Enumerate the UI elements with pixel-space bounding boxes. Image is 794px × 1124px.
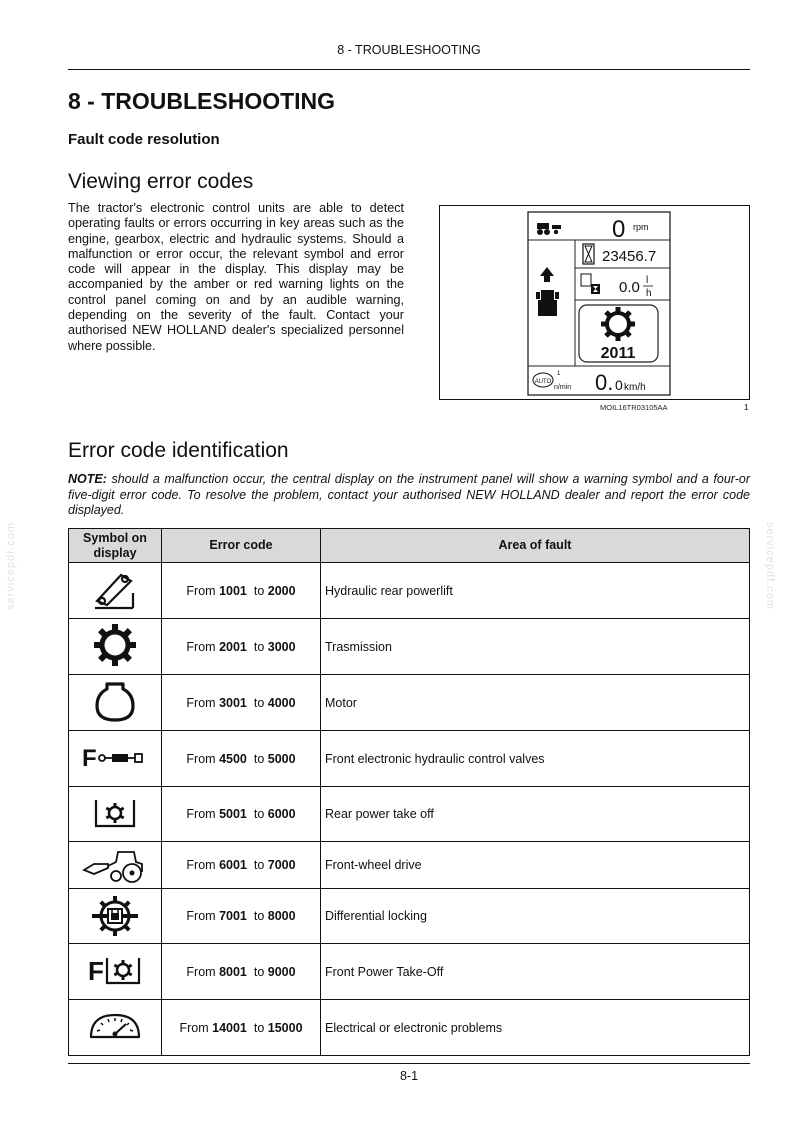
front-wheel-drive-icon: [80, 844, 150, 884]
figure-reference: MOIL16TR03105AA: [600, 403, 668, 412]
auto-superscript: 1: [557, 371, 561, 377]
engine-icon: [93, 678, 137, 724]
figure-number: 1: [744, 402, 749, 412]
front-hydraulic-valve-icon: [80, 742, 150, 772]
speed-value-decimal: 0: [615, 377, 623, 393]
area-cell: Trasmission: [321, 619, 750, 675]
instrument-display-figure: [439, 205, 750, 400]
error-identification-heading: Error code identification: [68, 439, 289, 462]
viewing-heading: Viewing error codes: [68, 170, 254, 193]
symbol-cell: [69, 563, 162, 619]
error-code-cell: From 5001 to 6000: [162, 787, 321, 842]
table-header-row: [69, 529, 750, 563]
display-error-code: 2011: [600, 345, 636, 362]
error-code-table: [68, 528, 750, 1056]
watermark-right: servicepdf.com: [763, 522, 776, 610]
error-code-cell: From 1001 to 2000: [162, 563, 321, 619]
table-row: [69, 944, 750, 1000]
area-cell: Electrical or electronic problems: [321, 1000, 750, 1056]
instrument-display: [440, 206, 749, 399]
fuel-consumption-icon: [581, 274, 600, 294]
gear-icon: [601, 307, 635, 341]
header-rule: [68, 69, 750, 70]
tractor-topview-icon: [536, 290, 559, 316]
page-number: 8-1: [399, 1069, 419, 1083]
header-symbol: Symbol on display: [69, 529, 162, 563]
area-cell: Front electronic hydraulic control valves: [321, 731, 750, 787]
auto-mode-icon: [533, 373, 553, 387]
operator-seat-icon: [540, 267, 554, 282]
symbol-cell: [69, 842, 162, 889]
auto-unit: n/min: [554, 384, 572, 391]
table-row: [69, 787, 750, 842]
error-code-cell: From 3001 to 4000: [162, 675, 321, 731]
area-cell: Motor: [321, 675, 750, 731]
area-cell: Hydraulic rear powerlift: [321, 563, 750, 619]
error-code-cell: From 6001 to 7000: [162, 842, 321, 889]
error-code-cell: From 7001 to 8000: [162, 889, 321, 944]
hours-value: 23456.7: [602, 248, 657, 265]
area-cell: Front-wheel drive: [321, 842, 750, 889]
table-row: [69, 563, 750, 619]
area-cell: Differential locking: [321, 889, 750, 944]
hourglass-icon: [583, 244, 594, 264]
section-title: Fault code resolution: [68, 131, 220, 148]
symbol-cell: [69, 1000, 162, 1056]
footer-rule: [68, 1063, 750, 1064]
running-header: 8 - TROUBLESHOOTING: [337, 43, 481, 57]
error-code-cell: From 2001 to 3000: [162, 619, 321, 675]
error-code-cell: From 14001 to 15000: [162, 1000, 321, 1056]
symbol-cell: [69, 889, 162, 944]
symbol-cell: [69, 944, 162, 1000]
transmission-gear-icon: [91, 621, 139, 669]
front-pto-icon: [87, 953, 143, 987]
error-code-cell: From 8001 to 9000: [162, 944, 321, 1000]
area-cell: Rear power take off: [321, 787, 750, 842]
note-label: NOTE:: [68, 472, 107, 486]
fuel-value: 0.0: [619, 279, 640, 296]
speed-value-main: 0.: [595, 370, 614, 395]
symbol-cell: [69, 787, 162, 842]
differential-lock-icon: [90, 892, 140, 938]
front-letter: F: [82, 745, 97, 772]
rpm-value: 0: [612, 216, 626, 243]
intro-paragraph: The tractor's electronic control units are able to detect operating faults or errors occurring in key areas such as the engine, gearbox, electric and hydraulic systems. Should a malfunction or error occur, the relevant symbol and error code will appear in the display. This display may be accompanied by the amber or red warning lights on the control panel coming on and by an audible warning, depending on the severity of the fault. Contact your authorised NEW HOLLAND dealer's specialized personnel where possible.: [68, 201, 404, 353]
auto-label: AUTO: [534, 379, 552, 385]
symbol-cell: [69, 731, 162, 787]
header-error-code: Error code: [162, 529, 321, 563]
front-letter: F: [88, 956, 104, 986]
table-row: [69, 842, 750, 889]
rear-powerlift-icon: [91, 567, 139, 611]
chapter-title: 8 - TROUBLESHOOTING: [68, 88, 336, 114]
table-row: [69, 1000, 750, 1056]
rear-pto-icon: [92, 796, 138, 830]
symbol-cell: [69, 619, 162, 675]
rpm-unit: rpm: [633, 222, 649, 232]
table-row: [69, 619, 750, 675]
tractor-implement-icon: [537, 223, 561, 235]
table-row: [69, 675, 750, 731]
header-area: Area of fault: [321, 529, 750, 563]
area-cell: Front Power Take-Off: [321, 944, 750, 1000]
electrical-gauge-icon: [87, 1009, 143, 1043]
error-code-cell: From 4500 to 5000: [162, 731, 321, 787]
note-body: should a malfunction occur, the central display on the instrument panel will show a warning symbol and a four-or five-digit error code. To resolve the problem, contact your authorised NEW HOLLAND dealer and report the error code displayed.: [68, 472, 750, 518]
symbol-cell: [69, 675, 162, 731]
table-row: [69, 731, 750, 787]
watermark-left: servicepdf.com: [4, 522, 17, 610]
fuel-unit-bottom: h: [646, 288, 652, 299]
table-row: [69, 889, 750, 944]
note-paragraph: [68, 472, 750, 519]
fuel-unit-top: l: [646, 275, 649, 286]
speed-unit: km/h: [624, 382, 646, 393]
